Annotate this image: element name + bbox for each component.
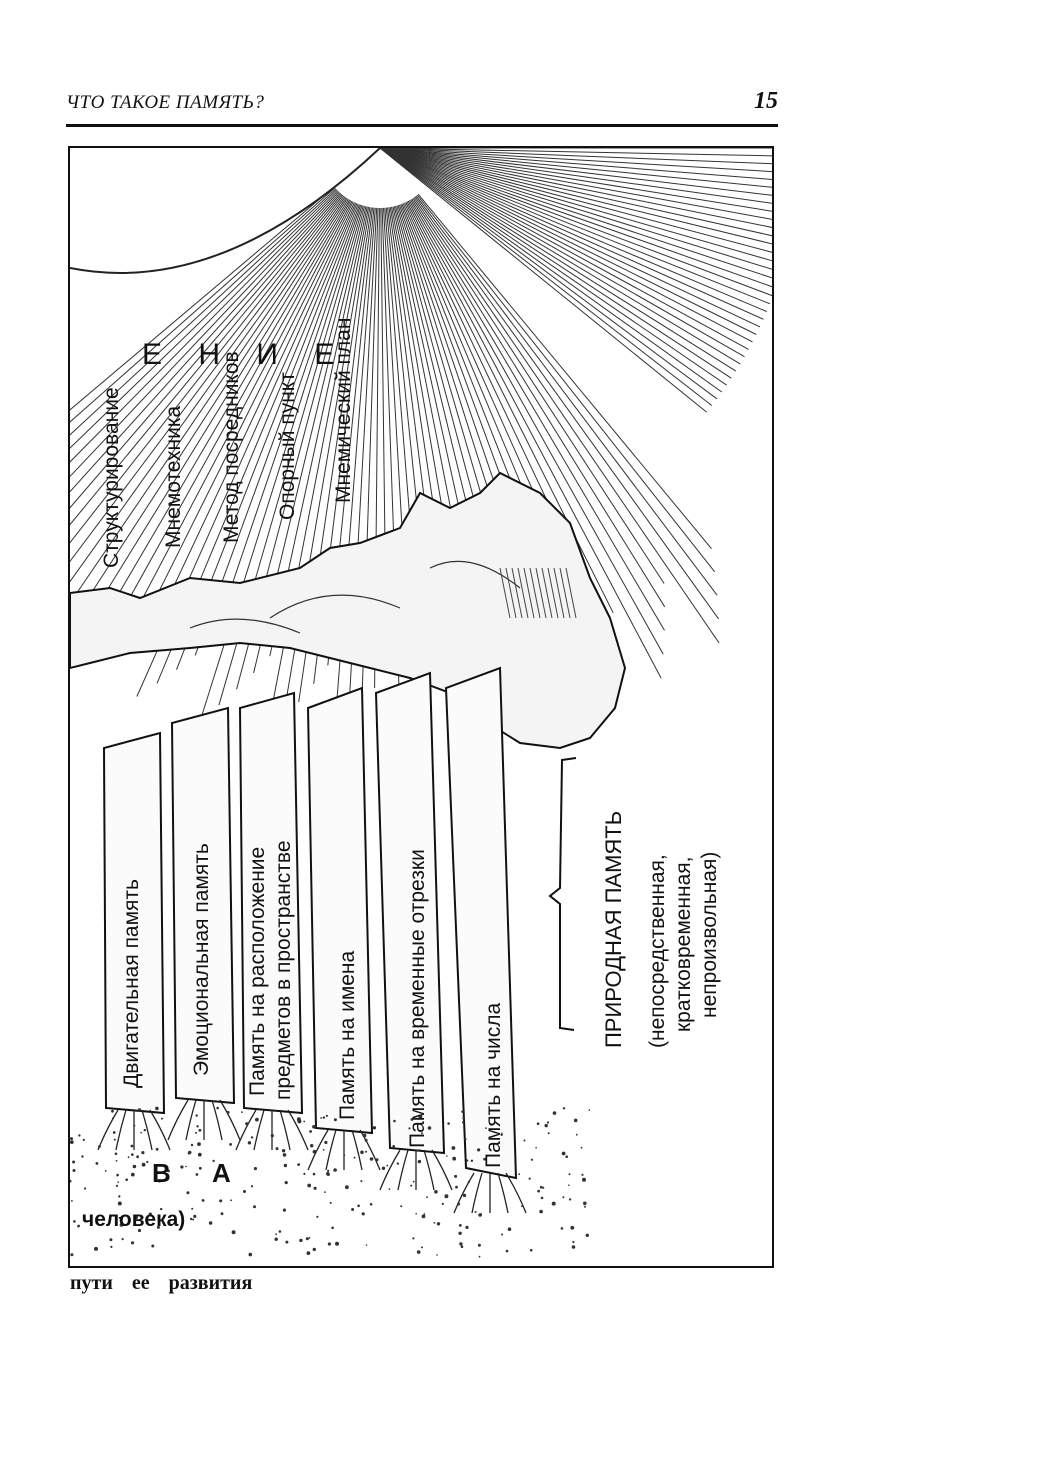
root-strand [116,1110,126,1150]
ground-speck [70,1253,73,1256]
ground-speck [574,1119,578,1123]
root-strand [254,1110,264,1150]
ground-speck [94,1247,98,1251]
ground-speck [463,1194,466,1197]
ground-speck [98,1145,101,1148]
ground-speck [141,1151,144,1154]
upper-branch-label: Метод посредников [220,351,243,543]
root-label: Двигательная память [120,879,143,1088]
bottom-text: человека) [82,1208,186,1231]
ground-speck [576,1134,578,1136]
ground-speck [501,1234,503,1236]
ground-speck [328,1242,331,1245]
ground-speck [314,1187,317,1190]
ground-speck [199,1167,202,1170]
ground-speck [125,1178,128,1181]
ground-speck [436,1254,438,1256]
ground-speck [116,1160,118,1162]
natural-memory-line2: кратковременная, [672,856,695,1032]
ground-speck [422,1215,426,1219]
ground-speck [444,1194,448,1198]
root-strand [398,1150,408,1190]
ground-speck [548,1132,550,1134]
ground-speck [389,1188,391,1190]
ground-speck [219,1199,222,1202]
ground-speck [570,1226,574,1230]
root-strand [142,1110,152,1150]
ground-speck [203,1200,205,1202]
ground-speck [303,1121,305,1123]
natural-memory-line3: непроизвольная) [698,851,721,1018]
ground-speck [253,1205,256,1208]
ground-speck [462,1121,464,1123]
ground-speck [255,1118,259,1122]
ground-speck [351,1208,354,1211]
ground-speck [313,1248,316,1251]
upper-branch-label: Опорный пункт [276,372,299,520]
natural-memory-title: ПРИРОДНАЯ ПАМЯТЬ [601,810,626,1048]
ground-speck [131,1145,134,1148]
ground-speck [412,1237,414,1239]
ground-speck [437,1222,440,1225]
ground-speck [310,1144,313,1147]
ground-speck [418,1149,420,1151]
ground-speck [468,1181,470,1183]
ground-speck [565,1155,568,1158]
ground-speck [306,1237,309,1240]
root-strand [288,1110,308,1150]
ground-speck [478,1213,482,1217]
root-label: Память на имена [336,950,359,1120]
ground-speck [193,1215,196,1218]
ground-speck [535,1147,537,1149]
ground-speck [190,1218,192,1220]
ground-speck [327,1170,329,1172]
ground-speck [196,1173,199,1176]
ground-speck [198,1153,202,1157]
root-strand [326,1130,336,1170]
ground-speck [562,1152,566,1156]
ground-speck [508,1227,512,1231]
ground-speck [197,1142,201,1146]
ground-speck [537,1122,540,1125]
ground-speck [276,1147,279,1150]
ground-speck [116,1185,118,1187]
ground-speck [142,1163,146,1167]
ground-speck [563,1107,565,1109]
ground-speck [459,1242,462,1245]
ground-speck [229,1143,232,1146]
root-label: Память на расположение [246,846,269,1096]
ground-speck [81,1155,83,1157]
root-label: Память на временные отрезки [406,849,429,1148]
ground-speck [327,1173,330,1176]
root-strand [498,1173,508,1213]
ground-speck [465,1226,468,1229]
ground-speck [307,1251,311,1255]
ground-speck [518,1173,520,1175]
ground-speck [70,1137,73,1140]
ground-speck [552,1202,556,1206]
ground-speck [113,1131,116,1134]
ground-speck [188,1152,191,1155]
ground-speck [77,1226,79,1228]
ground-speck [581,1174,583,1176]
ground-speck [118,1202,122,1206]
header-rule [66,124,778,127]
sun-ray [380,148,712,406]
ground-speck [73,1220,76,1223]
ground-speck [330,1202,332,1204]
ground-speck [375,1158,378,1161]
top-word-fragment: Е Н И Е [142,338,349,371]
ground-speck [553,1111,557,1115]
ground-speck [156,1148,159,1151]
ground-speck [285,1181,288,1184]
ground-speck [426,1196,428,1198]
ground-speck [370,1203,373,1206]
ground-speck [313,1150,317,1154]
ground-speck [413,1181,415,1183]
ground-speck [586,1234,589,1237]
ground-speck [382,1167,385,1170]
ground-speck [191,1208,193,1210]
page-number: 15 [754,88,778,114]
ground-speck [397,1162,399,1164]
ground-speck [442,1203,444,1205]
ground-speck [128,1156,130,1158]
ground-speck [285,1241,288,1244]
ground-speck [70,1180,72,1183]
ground-speck [569,1198,571,1200]
ground-speck [572,1245,576,1249]
ground-speck [335,1242,339,1246]
ground-speck [282,1149,285,1152]
ground-speck [199,1129,202,1132]
ground-speck [562,1196,564,1198]
root-label: Эмоциональная память [190,843,213,1076]
root-strand [454,1173,474,1213]
ground-speck [78,1134,80,1136]
ground-speck [360,1151,364,1155]
ground-speck [461,1111,463,1113]
ground-speck [479,1256,481,1258]
ground-speck [582,1178,586,1182]
ground-speck [111,1110,114,1113]
running-head-title: ЧТО ТАКОЕ ПАМЯТЬ? [66,92,265,113]
letter-a: А [212,1158,231,1188]
ground-speck [186,1191,189,1194]
ground-speck [118,1195,120,1197]
ground-speck [133,1125,135,1127]
ground-speck [459,1224,462,1227]
ground-speck [458,1232,461,1235]
ground-speck [117,1181,119,1183]
natural-memory-bracket [550,758,576,1030]
ground-speck [326,1115,328,1117]
root-strand [236,1110,256,1150]
letter-b: В [152,1158,171,1188]
ground-speck [284,1164,287,1167]
ground-speck [524,1140,526,1142]
ground-speck [283,1153,287,1157]
root-strand [98,1110,118,1150]
ground-speck [542,1187,544,1189]
ground-speck [248,1141,251,1144]
ground-speck [452,1146,456,1150]
ground-speck [151,1245,154,1248]
ground-speck [530,1249,533,1252]
memory-tree-figure [68,146,774,1268]
ground-speck [116,1174,119,1177]
ground-speck [415,1213,417,1215]
ground-speck [540,1186,543,1189]
ground-speck [531,1159,533,1161]
upper-branch-label: Структурирование [100,387,123,568]
ground-speck [362,1212,365,1215]
ground-speck [275,1238,278,1241]
ground-speck [366,1244,368,1246]
ground-speck [161,1118,163,1120]
ground-speck [360,1180,362,1182]
ground-speck [589,1109,591,1111]
ground-speck [365,1139,368,1142]
ground-speck [180,1165,183,1168]
ground-speck [303,1173,305,1175]
ground-speck [309,1237,311,1239]
ground-speck [131,1241,134,1244]
natural-memory-line1: (непосредственная, [646,854,669,1048]
ground-speck [464,1138,466,1140]
root-strand [168,1100,188,1140]
ground-speck [271,1134,274,1137]
ground-speck [245,1122,248,1125]
ground-speck [73,1169,76,1172]
ground-speck [70,1140,74,1144]
ground-speck [547,1121,549,1123]
root-strand [308,1130,328,1170]
ground-speck [195,1132,197,1134]
ground-speck [541,1197,544,1200]
ground-speck [417,1250,421,1254]
ground-speck [232,1230,236,1234]
ground-speck [581,1147,583,1149]
ground-speck [297,1163,300,1166]
ground-speck [584,1206,586,1208]
ground-speck [84,1187,86,1189]
ground-speck [478,1244,481,1247]
upper-branch-label: Мнемический план [332,317,355,503]
ground-speck [568,1184,570,1186]
ground-speck [461,1245,464,1248]
ground-speck [392,1145,395,1148]
ground-speck [370,1157,374,1161]
root-strand [220,1100,240,1140]
ground-speck [418,1160,421,1163]
ground-speck [529,1178,531,1180]
ground-speck [196,1114,198,1116]
ground-speck [354,1157,356,1159]
ground-speck [241,1111,243,1113]
sun-ray [380,148,756,335]
ground-speck [572,1241,574,1243]
ground-speck [475,1211,477,1213]
ground-speck [196,1125,198,1127]
ground-speck [434,1222,436,1224]
ground-speck [506,1250,509,1253]
ground-speck [131,1173,135,1177]
ground-speck [227,1111,230,1114]
ground-speck [545,1124,548,1127]
ground-speck [133,1165,137,1169]
root-strand [150,1110,170,1150]
ground-speck [583,1202,587,1206]
ground-speck [83,1139,85,1141]
ground-speck [410,1185,412,1187]
ground-speck [243,1190,246,1193]
ground-speck [447,1122,450,1125]
ground-speck [333,1168,337,1172]
ground-speck [345,1185,349,1189]
ground-speck [316,1216,318,1218]
ground-speck [96,1162,99,1165]
ground-speck [393,1120,396,1123]
ground-speck [344,1154,346,1156]
ground-speck [297,1117,301,1121]
figure-caption: пути ее развития [70,1272,253,1294]
ground-speck [323,1149,325,1151]
root-strand [212,1100,222,1140]
ground-speck [144,1129,146,1131]
ground-speck [138,1108,141,1111]
ground-speck [110,1246,112,1248]
root-label: предметов в пространстве [272,840,295,1100]
ground-speck [112,1117,114,1119]
ground-speck [434,1190,438,1194]
ground-speck [386,1165,388,1167]
ground-speck [191,1144,193,1146]
root-strand [432,1150,452,1190]
ground-speck [254,1167,257,1170]
ground-speck [471,1160,473,1162]
sun-ray [380,148,774,248]
root-strand [186,1100,196,1140]
ground-speck [131,1153,134,1156]
ground-speck [324,1141,327,1144]
ground-speck [185,1166,187,1168]
ground-speck [275,1233,277,1235]
ground-speck [331,1227,334,1230]
ground-speck [313,1173,316,1176]
ground-speck [114,1139,116,1141]
ground-speck [365,1151,367,1153]
ground-speck [446,1155,448,1157]
ground-speck [363,1134,367,1138]
ground-speck [466,1159,468,1161]
ground-speck [569,1173,571,1175]
ground-speck [312,1125,316,1129]
ground-speck [561,1227,564,1230]
ground-speck [299,1239,302,1242]
ground-speck [221,1212,224,1215]
ground-speck [357,1205,360,1208]
root-strand [352,1130,362,1170]
ground-speck [71,1200,73,1202]
root-label: Память на числа [482,1002,505,1168]
ground-speck [283,1209,286,1212]
root-strand [424,1150,434,1190]
ground-speck [455,1186,458,1189]
ground-speck [109,1238,112,1241]
ground-speck [457,1203,460,1206]
ground-speck [209,1221,213,1225]
ground-speck [251,1185,253,1187]
ground-speck [324,1191,326,1193]
ground-speck [230,1199,232,1201]
ground-speck [462,1117,465,1120]
ground-speck [146,1161,148,1163]
ground-speck [537,1190,540,1193]
ground-speck [105,1170,107,1172]
ground-speck [477,1148,480,1151]
ground-speck [122,1238,124,1240]
ground-speck [72,1161,75,1164]
ground-speck [115,1153,118,1156]
ground-speck [320,1117,322,1119]
ground-speck [140,1132,142,1134]
ground-speck [454,1175,457,1178]
sun-ray [380,148,774,288]
ground-speck [452,1157,456,1161]
ground-speck [421,1246,423,1248]
ground-speck [309,1130,312,1133]
ground-speck [400,1205,402,1207]
root-strand [472,1173,482,1213]
ground-speck [521,1205,523,1207]
ground-speck [279,1230,282,1233]
ground-speck [251,1136,253,1138]
ground-speck [307,1184,311,1188]
ground-speck [539,1210,543,1214]
ground-speck [155,1107,159,1111]
root-strand [380,1150,400,1190]
ground-speck [249,1253,253,1257]
ground-speck [136,1155,139,1158]
ground-speck [216,1107,219,1110]
upper-branch-label: Мнемотехника [162,405,185,548]
sun-ray [380,148,774,264]
ground-speck [373,1126,376,1129]
running-head [66,88,778,122]
root-strand [280,1110,290,1150]
ground-speck [323,1116,325,1118]
ground-speck [192,1219,194,1221]
